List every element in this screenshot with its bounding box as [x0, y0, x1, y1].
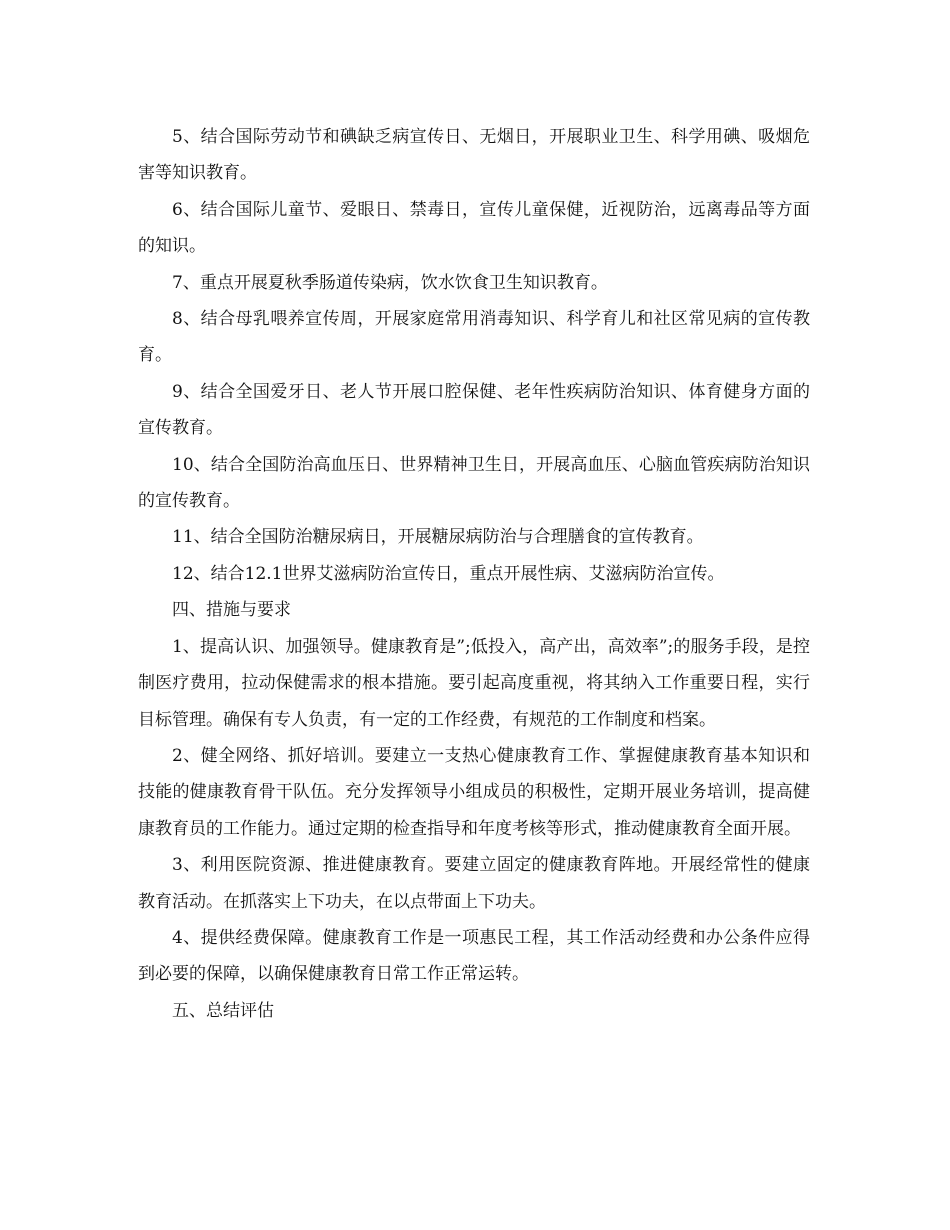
paragraph-item-8: 8、结合母乳喂养宣传周，开展家庭常用消毒知识、科学育儿和社区常见病的宣传教育。: [138, 309, 810, 366]
measure-item-2: 2、健全网络、抓好培训。要建立一支热心健康教育工作、掌握健康教育基本知识和技能的健康教育骨干队伍。充分发挥领导小组成员的积极性，定期开展业务培训，提高健康教育员的工作能力。通过定期的检查指导和年度考核等形式，推动健康教育全面开展。: [138, 745, 810, 839]
paragraph-item-6: 6、结合国际儿童节、爱眼日、禁毒日，宣传儿童保健，近视防治，远离毒品等方面的知识。: [138, 199, 810, 257]
measure-item-4: 4、提供经费保障。健康教育工作是一项惠民工程，其工作活动经费和办公条件应得到必要的保障，以确保健康教育日常工作正常运转。: [138, 927, 810, 985]
section-heading-measures: 四、措施与要求: [172, 600, 291, 621]
paragraph-item-9: 9、结合全国爱牙日、老人节开展口腔保健、老年性疾病防治知识、体育健身方面的宣传教育。: [138, 381, 810, 439]
paragraph-item-11: 11、结合全国防治糖尿病日，开展糖尿病防治与合理膳食的宣传教育。: [172, 527, 704, 548]
document-body: [138, 119, 810, 1029]
measure-item-3: 3、利用医院资源、推进健康教育。要建立固定的健康教育阵地。开展经常性的健康教育活动。在抓落实上下功夫，在以点带面上下功夫。: [138, 855, 810, 912]
paragraph-item-12: 12、结合12.1世界艾滋病防治宣传日，重点开展性病、艾滋病防治宣传。: [172, 563, 725, 584]
paragraph-item-7: 7、重点开展夏秋季肠道传染病，饮水饮食卫生知识教育。: [172, 272, 608, 293]
measure-item-1: 1、提高认识、加强领导。健康教育是”;低投入，高产出，高效率”;的服务手段，是控制医疗费用，拉动保健需求的根本措施。要引起高度重视，将其纳入工作重要日程，实行目标管理。确保有专人负责，有一定的工作经费，有规范的工作制度和档案。: [138, 636, 810, 730]
paragraph-item-5: 5、结合国际劳动节和碘缺乏病宣传日、无烟日，开展职业卫生、科学用碘、吸烟危害等知识教育。: [138, 127, 810, 184]
paragraph-item-10: 10、结合全国防治高血压日、世界精神卫生日，开展高血压、心脑血管疾病防治知识的宣传教育。: [138, 454, 810, 512]
section-heading-summary: 五、总结评估: [172, 1000, 274, 1021]
